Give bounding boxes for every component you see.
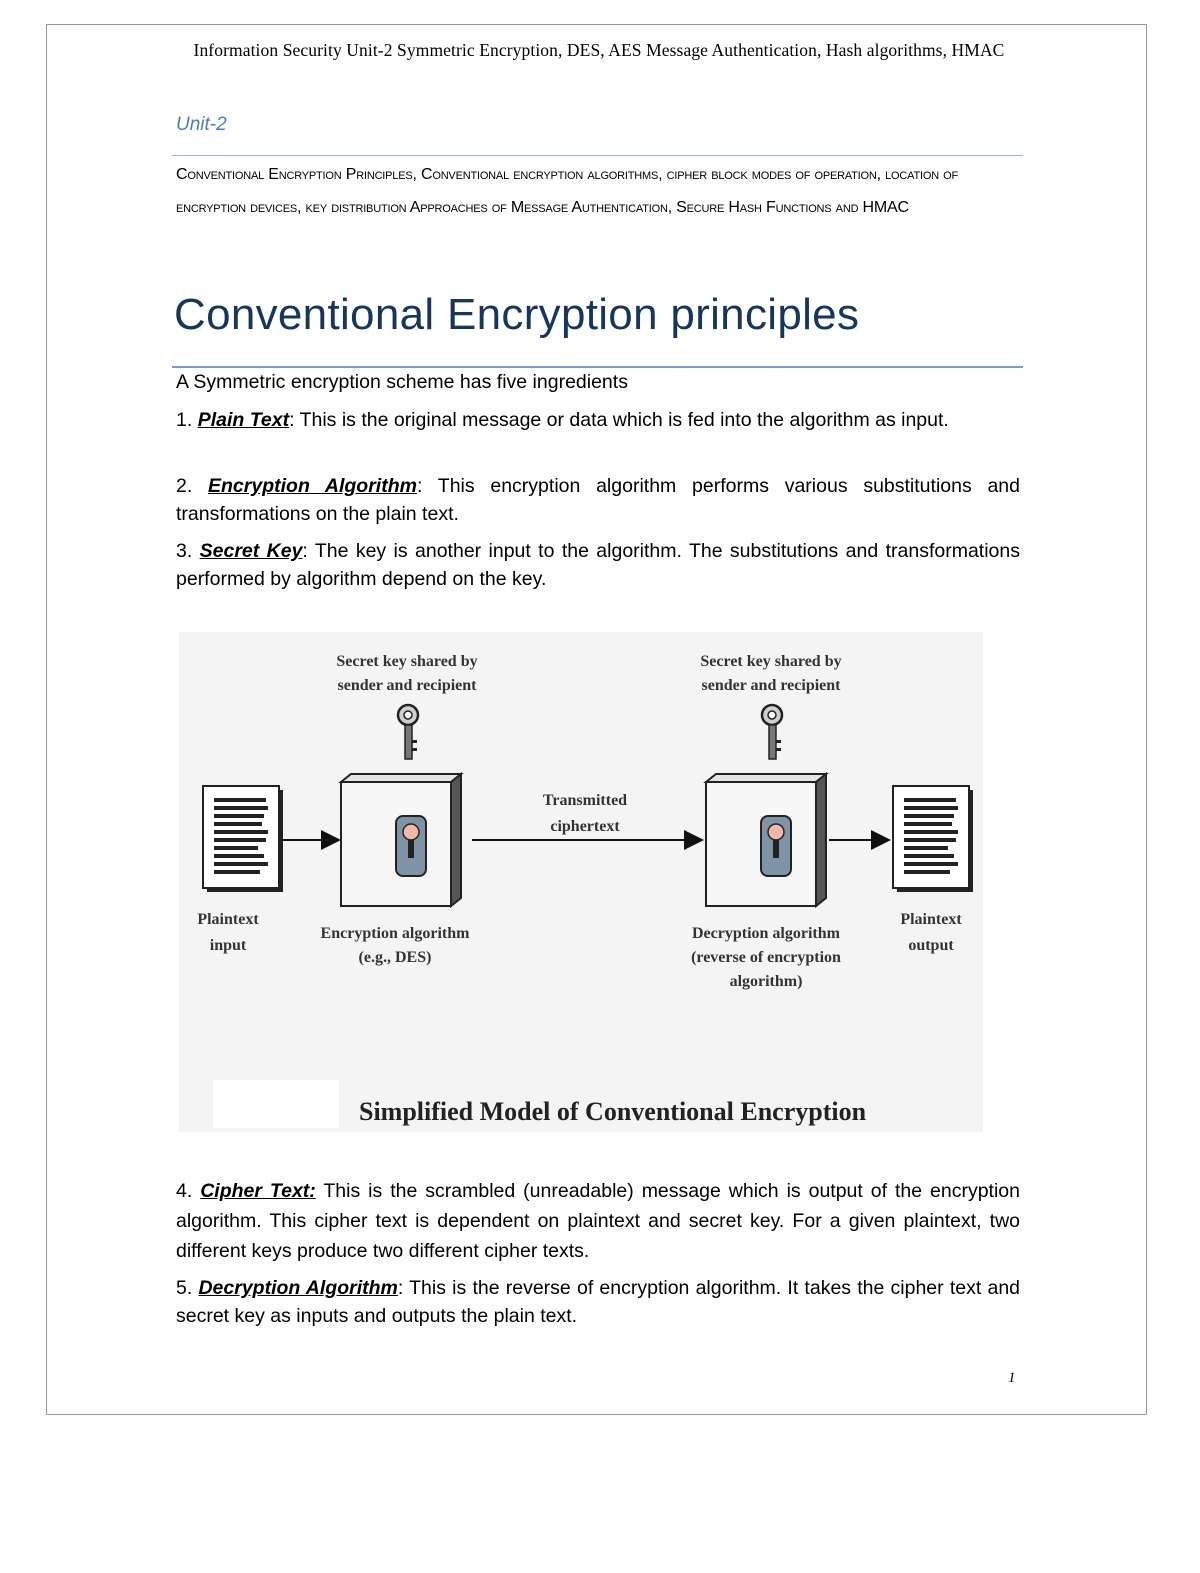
term-decryption-algorithm: Decryption Algorithm — [198, 1277, 398, 1299]
term-secret-key: Secret Key — [199, 540, 303, 562]
encryption-label-2: (e.g., DES) — [358, 949, 432, 966]
section-title: Conventional Encryption principles — [174, 290, 860, 339]
list-item-5: 5. Decryption Algorithm: This is the reverse of encryption algorithm. It takes the cipher text and secret key as inputs and outputs the plain text. — [176, 1277, 1021, 1327]
decryption-label-3: algorithm) — [729, 973, 803, 990]
unit-label: Unit-2 — [176, 114, 227, 135]
intro-text: A Symmetric encryption scheme has five ingredients — [176, 371, 628, 393]
decryption-label-2: (reverse of encryption — [691, 949, 841, 966]
list-item-1: 1. Plain Text: This is the original message or data which is fed into the algorithm as input. — [176, 409, 949, 431]
plaintext-output-label-1: Plaintext — [900, 911, 962, 928]
list-item-4: 4. Cipher Text: This is the scrambled (unreadable) message which is output of the encryption algorithm. This cipher text is dependent on plaintext and secret key. For a given plaintext, two different keys produce two different cipher texts. — [176, 1180, 1020, 1262]
transmitted-label-1: Transmitted — [542, 792, 628, 809]
topics-list: Conventional Encryption Principles, Conventional encryption algorithms, cipher block modes of operation, location of encryption devices, key distribution Approaches of Message Authentication, Secure Hash Functions and HMAC — [176, 166, 959, 216]
list-item-2: 2. Encryption Algorithm: This encryption algorithm performs various substitutions and transformations on the plain text. — [176, 475, 1020, 525]
list-item-3: 3. Secret Key: The key is another input to the algorithm. The substitutions and transformations performed by algorithm depend on the key. — [176, 540, 1020, 590]
plaintext-input-label-2: input — [209, 937, 247, 954]
term-cipher-text: Cipher Text: — [200, 1180, 316, 1202]
encryption-model-figure — [179, 632, 983, 1132]
document-icon — [203, 786, 283, 892]
figure-caption: Simplified Model of Conventional Encryption — [359, 1097, 867, 1126]
running-header: Information Security Unit-2 Symmetric Encryption, DES, AES Message Authentication, Hash algorithms, HMAC — [193, 40, 1005, 60]
key-icon — [762, 705, 782, 759]
divider — [172, 155, 1023, 156]
key-label-right-1: Secret key shared by — [700, 653, 842, 670]
term-plain-text: Plain Text — [197, 409, 290, 431]
encryption-box-icon — [341, 774, 461, 906]
encryption-label-1: Encryption algorithm — [320, 925, 470, 942]
plaintext-output-label-2: output — [908, 937, 954, 954]
key-icon — [398, 705, 418, 759]
transmitted-label-2: ciphertext — [550, 818, 620, 835]
key-label-right-2: sender and recipient — [701, 677, 841, 694]
decryption-label-1: Decryption algorithm — [692, 925, 840, 942]
document-icon — [893, 786, 973, 892]
plaintext-input-label-1: Plaintext — [197, 911, 259, 928]
term-encryption-algorithm: Encryption Algorithm — [208, 475, 417, 497]
decryption-box-icon — [706, 774, 826, 906]
key-label-left-2: sender and recipient — [337, 677, 477, 694]
key-label-left-1: Secret key shared by — [336, 653, 478, 670]
page-number: 1 — [1008, 1370, 1016, 1386]
